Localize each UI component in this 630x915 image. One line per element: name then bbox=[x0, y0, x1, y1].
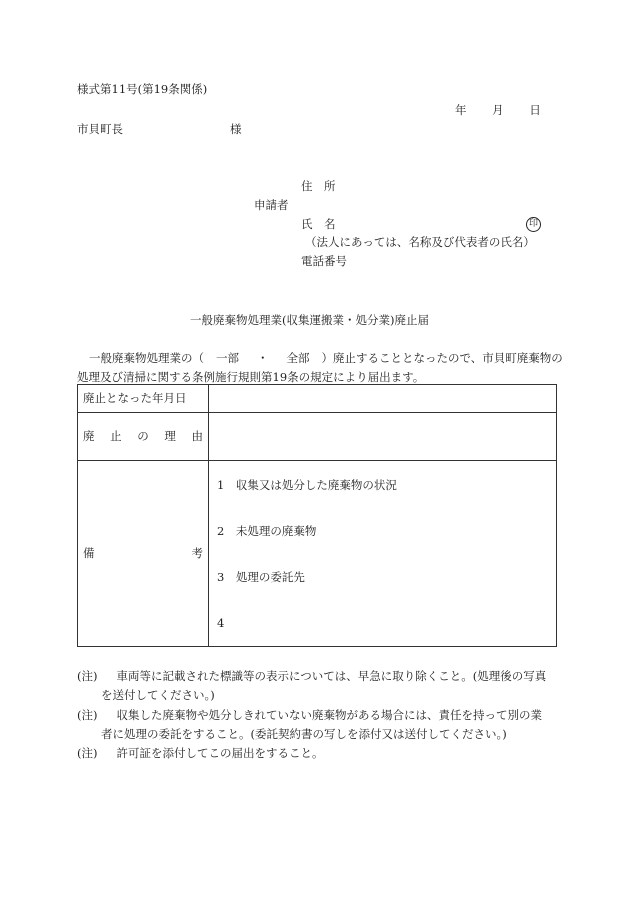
table-row-remarks bbox=[78, 461, 557, 647]
date-year-label: 年 bbox=[455, 103, 467, 117]
body-line1-suffix: ）廃止することとなったので、市貝町廃棄物の bbox=[321, 351, 563, 365]
date-month-label: 月 bbox=[492, 103, 504, 117]
label-abolition-date: 廃止となった年月日 bbox=[78, 385, 209, 413]
option-separator: ・ bbox=[257, 351, 269, 365]
remark-item: 4 bbox=[217, 615, 225, 630]
option-partial: 一部 bbox=[216, 351, 239, 365]
applicant-address-label: 住 所 bbox=[301, 179, 336, 193]
option-all: 全部 bbox=[286, 351, 310, 365]
remarks-char: 備 bbox=[83, 545, 95, 560]
note-head: (注) bbox=[77, 708, 98, 722]
table-row-reason bbox=[78, 413, 557, 461]
date-day-label: 日 bbox=[529, 103, 541, 117]
applicant-name-label: 氏 名 bbox=[301, 217, 336, 231]
note-head: (注) bbox=[77, 746, 98, 760]
applicant-name-note: （法人にあっては、名称及び代表者の氏名） bbox=[305, 235, 535, 249]
reason-char: 止 bbox=[110, 428, 122, 443]
addressee-honorific: 様 bbox=[230, 122, 242, 136]
reason-char: 廃 bbox=[83, 428, 95, 443]
note-2 bbox=[77, 706, 557, 744]
remark-item: 2 未処理の廃棄物 bbox=[217, 523, 317, 538]
reason-char: の bbox=[137, 428, 149, 443]
field-abolition-date[interactable] bbox=[209, 385, 557, 413]
form-number: 様式第11号(第19条関係) bbox=[77, 82, 208, 96]
label-abolition-reason bbox=[78, 413, 209, 461]
body-line-2: 処理及び清掃に関する条例施行規則第19条の規定により届出ます。 bbox=[77, 370, 425, 384]
note-line: 車両等に記載された標識等の表示については、早急に取り除くこと。(処理後の写真 bbox=[105, 669, 547, 683]
note-head: (注) bbox=[77, 669, 98, 683]
note-line: を送付してください。) bbox=[101, 688, 215, 702]
body-line-1 bbox=[77, 349, 563, 368]
remark-item: 1 収集又は処分した廃棄物の状況 bbox=[217, 477, 397, 492]
notification-table bbox=[77, 384, 557, 647]
note-line: 許可証を添付してこの届出をすること。 bbox=[105, 746, 324, 760]
date-line bbox=[455, 104, 541, 118]
remarks-char: 考 bbox=[191, 545, 203, 560]
addressee-mayor: 市貝町長 bbox=[77, 122, 123, 136]
field-remarks[interactable] bbox=[209, 461, 557, 647]
note-1 bbox=[77, 667, 557, 705]
reason-char: 由 bbox=[191, 428, 203, 443]
applicant-phone-label: 電話番号 bbox=[301, 254, 347, 268]
seal-icon bbox=[526, 216, 541, 232]
label-remarks bbox=[78, 461, 209, 647]
applicant-label: 申請者 bbox=[254, 198, 289, 212]
reason-char: 理 bbox=[164, 428, 176, 443]
remark-item: 3 処理の委託先 bbox=[217, 569, 305, 584]
note-line: 者に処理の委託をすること。(委託契約書の写しを添付又は送付してください。) bbox=[101, 727, 507, 741]
seal-mark: 印 bbox=[526, 217, 541, 232]
note-3 bbox=[77, 744, 557, 763]
note-line: 収集した廃棄物や処分しきれていない廃棄物がある場合には、責任を持って別の業 bbox=[105, 708, 542, 722]
document-title: 一般廃棄物処理業(収集運搬業・処分業)廃止届 bbox=[190, 313, 429, 327]
body-line1-prefix: 一般廃棄物処理業の（ bbox=[89, 351, 204, 365]
table-row-date bbox=[78, 385, 557, 413]
body-paragraph bbox=[77, 349, 563, 387]
field-abolition-reason[interactable] bbox=[209, 413, 557, 461]
